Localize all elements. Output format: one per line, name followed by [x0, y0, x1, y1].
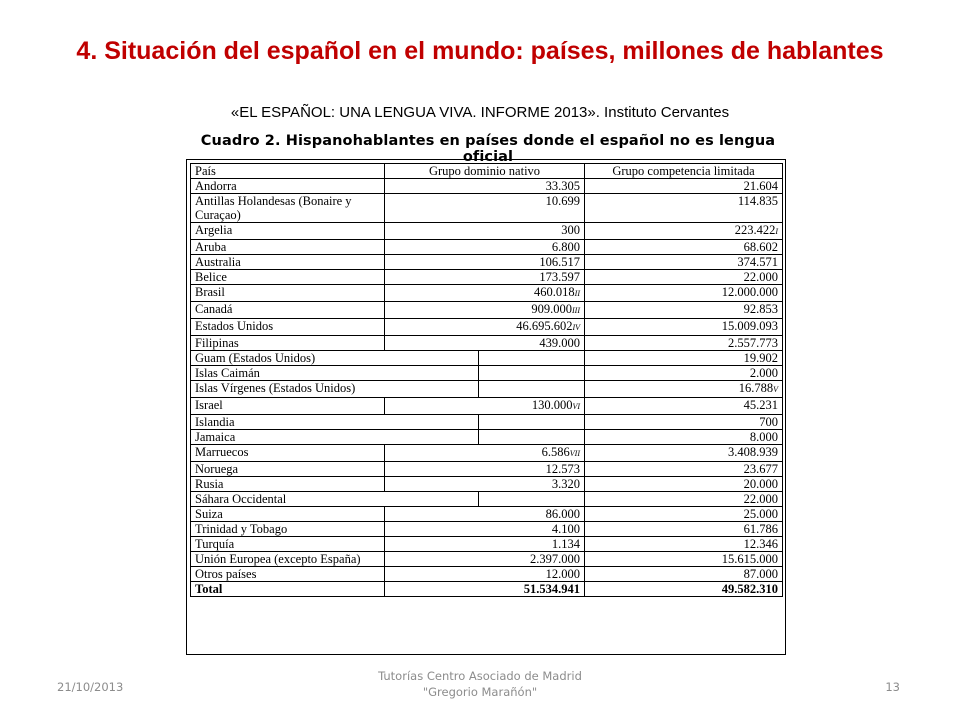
cell-limited-value: 45.231	[743, 398, 778, 412]
table-row	[191, 255, 783, 270]
cell-limited-value: 2.557.773	[728, 336, 778, 350]
cell-limited	[585, 445, 783, 462]
cell-native-value: 6.586	[541, 445, 570, 459]
cell-country: Aruba	[191, 240, 385, 255]
cell-native-value: 6.800	[551, 240, 580, 254]
cell-country: Andorra	[191, 179, 385, 194]
cell-limited	[585, 537, 783, 552]
cell-limited-value: 20.000	[743, 477, 778, 491]
cell-limited-value: 25.000	[743, 507, 778, 521]
cell-limited-value: 22.000	[743, 270, 778, 284]
cell-limited-value: 92.853	[743, 302, 778, 316]
cell-native	[385, 240, 585, 255]
cell-native	[385, 255, 585, 270]
table-row	[191, 522, 783, 537]
cell-country: Guam (Estados Unidos)	[191, 351, 385, 366]
cell-limited-footnote: I	[775, 227, 778, 236]
cell-limited	[585, 336, 783, 351]
cell-country: Marruecos	[191, 445, 385, 462]
cell-country: Israel	[191, 398, 385, 415]
table-row	[191, 351, 783, 366]
cell-native-value: 106.517	[539, 255, 580, 269]
cell-native	[385, 537, 585, 552]
cell-limited-value: 223.422	[734, 223, 776, 237]
cell-total-native: 51.534.941	[385, 582, 585, 597]
cell-native	[385, 302, 585, 319]
cell-native	[385, 552, 585, 567]
cell-native	[385, 336, 585, 351]
table-row	[191, 398, 783, 415]
cell-country: Australia	[191, 255, 385, 270]
cell-native	[385, 194, 585, 223]
cell-country: Rusia	[191, 477, 385, 492]
cell-merged-spacer	[385, 492, 585, 507]
cell-limited-value: 16.788	[738, 381, 774, 395]
cell-limited-value: 2.000	[749, 366, 778, 380]
table-caption: Cuadro 2. Hispanohablantes en países donde el español no es lengua oficial	[200, 133, 776, 165]
cell-total-label: Total	[191, 582, 385, 597]
cell-native-footnote: VI	[572, 402, 580, 411]
table-row	[191, 194, 783, 223]
cell-native-value: 173.597	[539, 270, 580, 284]
slide-title: 4. Situación del español en el mundo: países, millones de hablantes	[76, 37, 884, 65]
cell-country: Suiza	[191, 507, 385, 522]
cell-limited-value: 15.009.093	[721, 319, 778, 333]
table-total-row	[191, 582, 783, 597]
header-limited: Grupo competencia limitada	[585, 164, 783, 179]
cell-limited	[585, 567, 783, 582]
cell-merged-spacer	[385, 381, 585, 398]
cell-limited	[585, 462, 783, 477]
cell-country: Turquía	[191, 537, 385, 552]
table-row	[191, 179, 783, 194]
table-row	[191, 492, 783, 507]
cell-limited-value: 374.571	[737, 255, 778, 269]
table-body	[191, 179, 783, 597]
cell-native-value: 1.134	[551, 537, 580, 551]
table-row	[191, 477, 783, 492]
cell-limited-value: 15.615.000	[721, 552, 778, 566]
cell-limited	[585, 430, 783, 445]
cell-native	[385, 319, 585, 336]
cell-native-value: 439.000	[539, 336, 580, 350]
cell-country: Belice	[191, 270, 385, 285]
table-row	[191, 285, 783, 302]
cell-native-value: 46.695.602	[516, 319, 573, 333]
table-row	[191, 430, 783, 445]
cell-limited-value: 12.346	[743, 537, 778, 551]
cell-country: Islas Caimán	[191, 366, 385, 381]
cell-limited	[585, 319, 783, 336]
cell-native	[385, 507, 585, 522]
cell-limited	[585, 522, 783, 537]
cell-limited-value: 12.000.000	[721, 285, 778, 299]
cell-limited-value: 700	[759, 415, 778, 429]
cell-limited	[585, 255, 783, 270]
footer-date: 21/10/2013	[57, 680, 124, 694]
cell-country: Argelia	[191, 223, 385, 240]
table-header-row	[191, 164, 783, 179]
footer-center-line1: Tutorías Centro Asociado de Madrid	[378, 669, 582, 683]
cell-native-value: 33.305	[545, 179, 580, 193]
cell-total-limited: 49.582.310	[585, 582, 783, 597]
cell-country: Canadá	[191, 302, 385, 319]
cell-country: Noruega	[191, 462, 385, 477]
cell-limited-value: 68.602	[743, 240, 778, 254]
cell-merged-spacer	[385, 430, 585, 445]
cell-native-value: 4.100	[551, 522, 580, 536]
cell-country: Trinidad y Tobago	[191, 522, 385, 537]
cell-limited	[585, 492, 783, 507]
cell-country: Jamaica	[191, 430, 385, 445]
cell-country: Unión Europea (excepto España)	[191, 552, 385, 567]
cell-limited	[585, 194, 783, 223]
cell-limited	[585, 240, 783, 255]
cell-limited	[585, 398, 783, 415]
cell-limited	[585, 223, 783, 240]
cell-native-value: 10.699	[545, 194, 580, 208]
table-row	[191, 319, 783, 336]
cell-native	[385, 398, 585, 415]
table-row	[191, 270, 783, 285]
cell-limited-value: 22.000	[743, 492, 778, 506]
header-native: Grupo dominio nativo	[385, 164, 585, 179]
table-row	[191, 507, 783, 522]
cell-limited-value: 114.835	[737, 194, 778, 208]
cell-country: Sáhara Occidental	[191, 492, 385, 507]
cell-limited	[585, 285, 783, 302]
footer-center	[300, 668, 660, 700]
cell-native	[385, 223, 585, 240]
footer-center-line2: "Gregorio Marañón"	[422, 685, 538, 699]
cell-limited-value: 61.786	[743, 522, 778, 536]
footer-page-number: 13	[885, 680, 900, 694]
cell-native	[385, 270, 585, 285]
table-row	[191, 537, 783, 552]
cell-limited	[585, 381, 783, 398]
cell-country: Islas Vírgenes (Estados Unidos)	[191, 381, 385, 398]
cell-country: Otros países	[191, 567, 385, 582]
table-row	[191, 302, 783, 319]
cell-limited	[585, 415, 783, 430]
cell-native	[385, 477, 585, 492]
cell-native	[385, 567, 585, 582]
header-country: País	[191, 164, 385, 179]
cell-limited-value: 23.677	[743, 462, 778, 476]
cell-limited-value: 3.408.939	[728, 445, 778, 459]
cell-limited	[585, 351, 783, 366]
cell-country: Islandia	[191, 415, 385, 430]
cell-country: Filipinas	[191, 336, 385, 351]
cell-limited-value: 21.604	[743, 179, 778, 193]
cell-limited-value: 8.000	[749, 430, 778, 444]
cell-native	[385, 522, 585, 537]
cell-native-footnote: VII	[569, 449, 580, 458]
cell-limited-footnote: V	[773, 385, 778, 394]
cell-limited	[585, 270, 783, 285]
cell-merged-spacer	[385, 415, 585, 430]
table-row	[191, 415, 783, 430]
cell-native-value: 12.000	[545, 567, 580, 581]
speakers-table	[190, 163, 783, 597]
cell-merged-spacer	[385, 351, 585, 366]
cell-merged-spacer	[385, 366, 585, 381]
table-row	[191, 240, 783, 255]
cell-native	[385, 445, 585, 462]
cell-native-value: 86.000	[545, 507, 580, 521]
cell-native	[385, 179, 585, 194]
cell-limited	[585, 302, 783, 319]
cell-native-value: 12.573	[545, 462, 580, 476]
table-row	[191, 223, 783, 240]
cell-native-footnote: III	[572, 306, 580, 315]
cell-native-value: 2.397.000	[530, 552, 580, 566]
cell-native-footnote: IV	[572, 323, 580, 332]
table-row	[191, 336, 783, 351]
cell-native-value: 130.000	[531, 398, 573, 412]
cell-limited	[585, 477, 783, 492]
cell-limited-value: 19.902	[743, 351, 778, 365]
table-row	[191, 381, 783, 398]
cell-limited-value: 87.000	[743, 567, 778, 581]
cell-native-value: 909.000	[531, 302, 572, 316]
cell-native	[385, 462, 585, 477]
cell-country: Estados Unidos	[191, 319, 385, 336]
cell-native-value: 460.018	[534, 285, 575, 299]
cell-native-value: 300	[561, 223, 580, 237]
table-row	[191, 445, 783, 462]
table-row	[191, 366, 783, 381]
cell-native-footnote: II	[574, 289, 580, 298]
table-row	[191, 567, 783, 582]
cell-native-value: 3.320	[551, 477, 580, 491]
cell-limited	[585, 507, 783, 522]
cell-limited	[585, 366, 783, 381]
cell-limited	[585, 552, 783, 567]
table-row	[191, 552, 783, 567]
slide-subtitle: «EL ESPAÑOL: UNA LENGUA VIVA. INFORME 2013». Instituto Cervantes	[230, 104, 730, 121]
table-row	[191, 462, 783, 477]
cell-native	[385, 285, 585, 302]
cell-country: Antillas Holandesas (Bonaire y Curaçao)	[191, 194, 385, 223]
cell-limited	[585, 179, 783, 194]
cell-country: Brasil	[191, 285, 385, 302]
